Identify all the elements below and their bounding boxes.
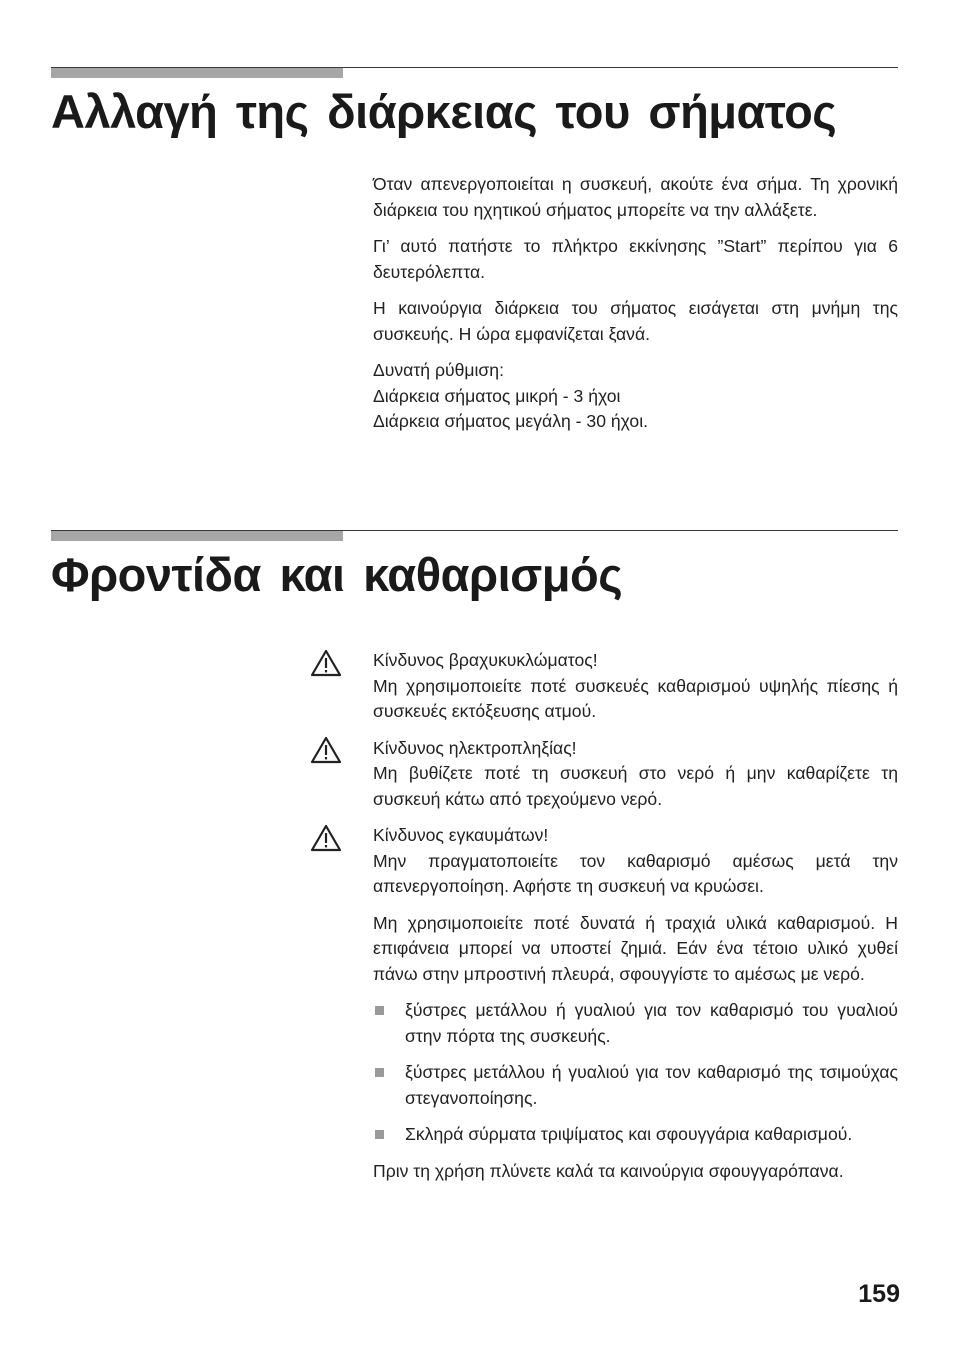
section-rule-bar	[51, 68, 343, 78]
section-body-signal-duration	[373, 172, 898, 435]
list-item-text: Σκληρά σύρματα τριψίματος και σφουγγάρια καθαρισμού.	[405, 1124, 853, 1144]
section-title-care-cleaning: Φροντίδα και καθαρισμός	[51, 548, 623, 601]
settings-label: Δυνατή ρύθμιση:	[373, 360, 504, 380]
warning-text: Μη χρησιμοποιείτε ποτέ συσκευές καθαρισμού υψηλής πίεσης ή συσκευές εκτόξευσης ατμού.	[373, 675, 898, 721]
warning-text: Μην πραγματοποιείτε τον καθαρισμό αμέσως μετά την απενεργοποίηση. Αφήστε τη συσκευή να κρυώσει.	[373, 850, 898, 896]
warning-triangle-icon	[309, 823, 343, 853]
warning-heading: Κίνδυνος εγκαυμάτων!	[373, 825, 549, 845]
paragraph: Γι’ αυτό πατήστε το πλήκτρο εκκίνησης ”Start” περίπου για 6 δευτερόλεπτα.	[373, 236, 898, 282]
list-item	[373, 1122, 898, 1148]
list-item	[373, 1060, 898, 1111]
bullet-square-icon	[375, 1130, 384, 1139]
list-item	[373, 998, 898, 1049]
warning-heading: Κίνδυνος ηλεκτροπληξίας!	[373, 737, 577, 758]
warning-text: Μη βυθίζετε ποτέ τη συσκευή στο νερό ή μην καθαρίζετε τη συσκευή κάτω από τρεχούμενο νερό.	[373, 763, 898, 809]
page-number: 159	[858, 1280, 900, 1308]
setting-long: Διάρκεια σήματος μεγάλη - 30 ήχοι.	[373, 411, 649, 431]
warning-heading: Κίνδυνος βραχυκυκλώματος!	[373, 650, 598, 670]
paragraph: Μη χρησιμοποιείτε ποτέ δυνατά ή τραχιά υλικά καθαρισμού. Η επιφάνεια μπορεί να υποστεί ζημιά. Εάν ένα τέτοιο υλικό χυθεί πάνω στην μπροστινή πλευρά, σφουγγίστε το αμέσως με νερό.	[373, 912, 898, 984]
setting-short: Διάρκεια σήματος μικρή - 3 ήχοι	[373, 385, 621, 406]
list-item-text: ξύστρες μετάλλου ή γυαλιού για τον καθαρισμό του γυαλιού στην πόρτα της συσκευής.	[405, 1000, 898, 1046]
warning-block	[373, 736, 898, 813]
warning-block	[373, 648, 898, 725]
warning-triangle-icon	[309, 648, 343, 678]
section-body-care-cleaning	[373, 648, 898, 1184]
bullet-square-icon	[375, 1068, 384, 1077]
paragraph: Πριν τη χρήση πλύνετε καλά τα καινούργια σφουγγαρόπανα.	[373, 1160, 844, 1181]
warning-triangle-icon	[309, 735, 343, 765]
paragraph: Η καινούργια διάρκεια του σήματος εισάγεται στη μνήμη της συσκευής. Η ώρα εμφανίζεται ξανά.	[373, 298, 898, 344]
section-rule-bar	[51, 531, 343, 541]
section-title-signal-duration: Αλλαγή της διάρκειας του σήματος	[51, 85, 837, 138]
warning-block	[373, 823, 898, 900]
bullet-square-icon	[375, 1006, 384, 1015]
list-item-text: ξύστρες μετάλλου ή γυαλιού για τον καθαρισμό της τσιμούχας στεγανοποίησης.	[405, 1062, 898, 1108]
paragraph: Όταν απενεργοποιείται η συσκευή, ακούτε ένα σήμα. Τη χρονική διάρκεια του ηχητικού σήματος μπορείτε να την αλλάξετε.	[373, 174, 898, 220]
